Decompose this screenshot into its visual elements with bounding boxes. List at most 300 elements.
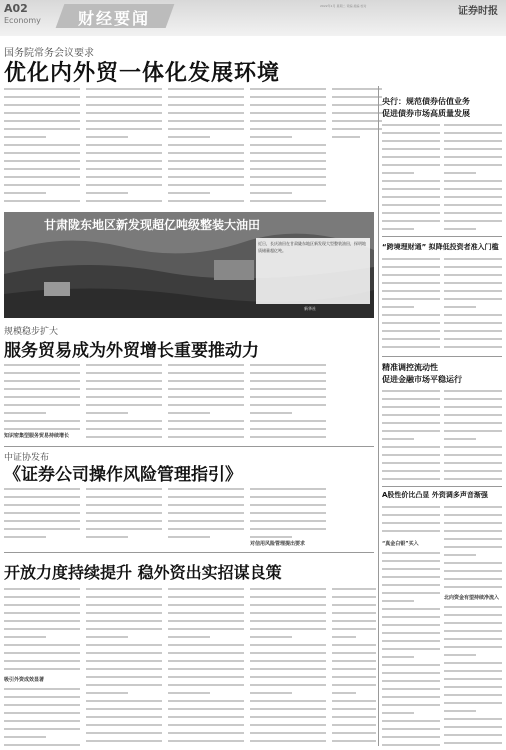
text-line — [332, 716, 376, 722]
text-line — [382, 220, 440, 226]
text-line — [444, 470, 502, 476]
text-line — [4, 728, 80, 734]
text-line — [382, 330, 440, 336]
text-line — [382, 736, 440, 742]
text-line — [250, 732, 326, 738]
text-line — [4, 160, 80, 166]
text-line — [86, 496, 162, 502]
text-line — [4, 720, 80, 726]
text-line — [382, 506, 440, 512]
text-line — [382, 346, 440, 352]
right2-body-col-2 — [444, 256, 502, 352]
text-line — [250, 588, 326, 594]
text-line — [4, 372, 80, 378]
text-line — [4, 644, 80, 650]
text-line — [86, 380, 162, 386]
text-line — [444, 124, 502, 130]
text-line — [444, 702, 502, 708]
text-line — [382, 632, 440, 638]
text-line — [250, 512, 326, 518]
text-line — [332, 604, 376, 610]
right4-subhead-2: 北向资金有望持续净流入 — [444, 595, 500, 601]
text-line — [382, 656, 414, 662]
text-line — [250, 488, 326, 494]
text-line — [382, 530, 440, 536]
text-line — [4, 88, 80, 94]
text-line — [86, 668, 162, 674]
text-line — [382, 422, 440, 428]
text-line — [250, 144, 326, 150]
photo-credit: 新华社 — [304, 306, 316, 311]
text-line — [382, 196, 440, 202]
text-line — [382, 720, 440, 726]
text-line — [444, 662, 502, 668]
text-line — [382, 680, 440, 686]
lead-body-col-5 — [332, 86, 382, 144]
text-line — [168, 168, 244, 174]
right4-subhead-1: “真金白银”买入 — [382, 541, 419, 547]
text-line — [382, 266, 440, 272]
text-line — [168, 596, 244, 602]
text-line — [4, 712, 80, 718]
text-line — [168, 724, 244, 730]
text-line — [4, 120, 80, 126]
text-line — [382, 204, 440, 210]
text-line — [250, 504, 326, 510]
text-line — [168, 436, 244, 440]
text-line — [4, 520, 80, 526]
text-line — [444, 694, 502, 700]
text-line — [444, 274, 502, 280]
text-line — [382, 624, 440, 630]
text-line — [86, 596, 162, 602]
text-line — [86, 536, 128, 540]
text-line — [168, 512, 244, 518]
text-line — [250, 740, 326, 746]
text-line — [382, 390, 440, 396]
text-line — [250, 428, 326, 434]
text-line — [444, 562, 502, 568]
text-line — [4, 596, 80, 602]
text-line — [444, 298, 502, 304]
text-line — [444, 710, 476, 716]
lead-body-col-3 — [168, 86, 244, 208]
second-body-col-4 — [250, 362, 326, 440]
right1-kicker: 央行：规范债券估值业务 — [382, 97, 470, 106]
text-line — [250, 396, 326, 402]
text-line — [168, 504, 244, 510]
text-line — [444, 606, 502, 612]
text-line — [444, 438, 476, 444]
text-line — [168, 660, 244, 666]
right1-body-col-1 — [382, 122, 440, 234]
text-line — [4, 176, 80, 182]
lead-body-col-2 — [86, 86, 162, 208]
text-line — [4, 536, 46, 540]
text-line — [4, 380, 80, 386]
fourth-body-col-1 — [4, 586, 80, 672]
text-line — [382, 314, 440, 320]
text-line — [4, 364, 80, 370]
second-headline: 服务贸易成为外贸增长重要推动力 — [4, 341, 259, 361]
text-line — [444, 148, 502, 154]
divider — [382, 356, 502, 357]
third-body-col-3 — [168, 486, 244, 540]
text-line — [250, 596, 326, 602]
text-line — [332, 128, 382, 134]
text-line — [332, 104, 382, 110]
text-line — [86, 724, 162, 730]
text-line — [4, 528, 80, 534]
column-divider — [378, 86, 379, 746]
text-line — [332, 96, 382, 102]
text-line — [332, 596, 376, 602]
text-line — [168, 708, 244, 714]
text-line — [86, 192, 128, 198]
right2-body-col-1 — [382, 256, 440, 352]
text-line — [382, 672, 440, 678]
text-line — [168, 112, 244, 118]
text-line — [168, 144, 244, 150]
text-line — [382, 322, 440, 328]
right1-headline: 促进债券市场高质量发展 — [382, 109, 470, 118]
text-line — [444, 398, 502, 404]
divider — [382, 236, 502, 237]
text-line — [86, 588, 162, 594]
text-line — [168, 676, 244, 682]
text-line — [168, 380, 244, 386]
text-line — [332, 620, 376, 626]
text-line — [4, 168, 80, 174]
text-line — [250, 388, 326, 394]
text-line — [332, 708, 376, 714]
text-line — [250, 604, 326, 610]
text-line — [86, 128, 162, 134]
text-line — [444, 414, 502, 420]
right4-body-col-2 — [444, 504, 502, 590]
text-line — [382, 704, 440, 710]
text-line — [4, 104, 80, 110]
text-line — [444, 212, 502, 218]
text-line — [382, 298, 440, 304]
second-body-col-1 — [4, 362, 80, 430]
text-line — [382, 640, 440, 646]
text-line — [86, 700, 162, 706]
text-line — [444, 454, 502, 460]
text-line — [444, 578, 502, 584]
text-line — [250, 660, 326, 666]
text-line — [444, 282, 502, 288]
text-line — [168, 536, 210, 540]
text-line — [86, 636, 128, 642]
text-line — [382, 212, 440, 218]
text-line — [382, 470, 440, 476]
text-line — [86, 436, 162, 440]
text-line — [382, 560, 440, 566]
text-line — [250, 120, 326, 126]
text-line — [168, 520, 244, 526]
text-line — [444, 570, 502, 576]
text-line — [382, 454, 440, 460]
photo-caption-text: 近日，长庆油田在甘肃陇东地区新发现大型整装油田，探明地质储量超亿吨。 — [256, 238, 370, 304]
text-line — [86, 644, 162, 650]
text-line — [4, 744, 80, 746]
text-line — [444, 330, 502, 336]
text-line — [86, 732, 162, 738]
text-line — [444, 446, 502, 452]
text-line — [250, 652, 326, 658]
text-line — [86, 684, 162, 690]
text-line — [4, 404, 80, 410]
text-line — [382, 728, 440, 734]
text-line — [250, 364, 326, 370]
text-line — [382, 430, 440, 436]
text-line — [4, 512, 80, 518]
news-photo — [4, 212, 374, 318]
section-code: A02 — [4, 2, 28, 15]
text-line — [444, 646, 502, 652]
text-line — [444, 228, 476, 234]
text-line — [444, 614, 502, 620]
text-line — [86, 420, 162, 426]
text-line — [444, 196, 502, 202]
fourth-body-col-1b — [4, 686, 80, 746]
text-line — [86, 428, 162, 434]
text-line — [4, 200, 80, 206]
right2-headline: “跨境理财通” 拟降低投资者准入门槛 — [382, 243, 499, 251]
text-line — [4, 152, 80, 158]
text-line — [444, 322, 502, 328]
text-line — [4, 704, 80, 710]
text-line — [86, 168, 162, 174]
text-line — [4, 504, 80, 510]
text-line — [168, 388, 244, 394]
text-line — [4, 488, 80, 494]
photo-caption-title: 甘肃陇东地区新发现超亿吨级整装大油田 — [44, 218, 261, 232]
text-line — [4, 620, 80, 626]
text-line — [250, 620, 326, 626]
text-line — [332, 112, 382, 118]
text-line — [168, 412, 210, 418]
text-line — [382, 338, 440, 344]
text-line — [250, 700, 326, 706]
text-line — [4, 736, 46, 742]
text-line — [382, 608, 440, 614]
text-line — [444, 164, 502, 170]
right4-headline: A股性价比凸显 外资调多声音渐强 — [382, 491, 488, 499]
third-headline: 《证券公司操作风险管理指引》 — [4, 465, 242, 485]
right3-headline: 精准调控流动性 — [382, 363, 438, 372]
text-line — [86, 364, 162, 370]
text-line — [168, 128, 244, 134]
text-line — [444, 630, 502, 636]
text-line — [382, 164, 440, 170]
text-line — [382, 712, 414, 718]
lead-headline: 优化内外贸一体化发展环境 — [4, 61, 281, 86]
text-line — [4, 388, 80, 394]
text-line — [86, 144, 162, 150]
text-line — [382, 696, 440, 702]
text-line — [86, 716, 162, 722]
text-line — [250, 684, 326, 690]
text-line — [168, 692, 210, 698]
text-line — [444, 462, 502, 468]
text-line — [4, 588, 80, 594]
text-line — [250, 412, 292, 418]
text-line — [382, 306, 414, 312]
text-line — [86, 120, 162, 126]
text-line — [250, 160, 326, 166]
text-line — [444, 430, 502, 436]
text-line — [444, 346, 502, 352]
text-line — [444, 718, 502, 724]
text-line — [168, 396, 244, 402]
text-line — [444, 306, 476, 312]
text-line — [250, 644, 326, 650]
text-line — [250, 636, 292, 642]
text-line — [382, 188, 440, 194]
text-line — [4, 136, 46, 142]
third-body-col-4 — [250, 486, 326, 540]
text-line — [332, 588, 376, 594]
text-line — [250, 112, 326, 118]
text-line — [444, 478, 502, 480]
text-line — [444, 220, 502, 226]
text-line — [382, 228, 414, 234]
text-line — [168, 644, 244, 650]
text-line — [168, 740, 244, 746]
text-line — [444, 622, 502, 628]
text-line — [250, 612, 326, 618]
text-line — [86, 604, 162, 610]
second-subhead: 知识密集型服务贸易持续增长 — [4, 433, 70, 439]
text-line — [168, 732, 244, 738]
text-line — [382, 584, 440, 590]
text-line — [4, 428, 80, 430]
text-line — [382, 290, 440, 296]
text-line — [86, 388, 162, 394]
fourth-body-col-4 — [250, 586, 326, 746]
text-line — [382, 600, 414, 606]
text-line — [332, 120, 382, 126]
text-line — [86, 176, 162, 182]
text-line — [86, 520, 162, 526]
text-line — [86, 692, 128, 698]
text-line — [86, 612, 162, 618]
text-line — [444, 290, 502, 296]
text-line — [168, 528, 244, 534]
text-line — [382, 156, 440, 162]
text-line — [86, 404, 162, 410]
text-line — [382, 664, 440, 670]
text-line — [332, 660, 376, 666]
text-line — [4, 96, 80, 102]
text-line — [444, 734, 502, 740]
text-line — [250, 528, 326, 534]
text-line — [250, 520, 326, 526]
text-line — [250, 152, 326, 158]
text-line — [332, 732, 376, 738]
text-line — [444, 742, 502, 746]
text-line — [168, 636, 210, 642]
divider — [382, 486, 502, 487]
text-line — [4, 192, 46, 198]
text-line — [168, 628, 244, 634]
text-line — [382, 148, 440, 154]
section-name: Economy — [4, 16, 41, 25]
text-line — [382, 648, 440, 654]
text-line — [382, 180, 440, 186]
text-line — [250, 192, 292, 198]
text-line — [444, 514, 502, 520]
text-line — [444, 586, 502, 590]
right4-body-col-2b — [444, 604, 502, 746]
section-title: 财经要闻 — [78, 9, 151, 28]
text-line — [250, 104, 326, 110]
text-line — [86, 504, 162, 510]
text-line — [4, 604, 80, 610]
text-line — [444, 156, 502, 162]
text-line — [86, 136, 128, 142]
text-line — [250, 716, 326, 722]
text-line — [168, 96, 244, 102]
text-line — [250, 668, 326, 674]
text-line — [250, 176, 326, 182]
text-line — [332, 612, 376, 618]
text-line — [250, 380, 326, 386]
right4-body-col-1b — [382, 550, 440, 746]
text-line — [444, 678, 502, 684]
text-line — [4, 396, 80, 402]
text-line — [168, 152, 244, 158]
text-line — [86, 412, 128, 418]
text-line — [382, 172, 414, 178]
text-line — [86, 184, 162, 190]
text-line — [168, 372, 244, 378]
text-line — [382, 592, 440, 598]
second-body-col-2 — [86, 362, 162, 440]
text-line — [444, 638, 502, 644]
text-line — [382, 398, 440, 404]
text-line — [86, 512, 162, 518]
right3-subhead: 促进金融市场平稳运行 — [382, 375, 462, 384]
text-line — [382, 744, 440, 746]
text-line — [168, 588, 244, 594]
text-line — [332, 136, 360, 142]
fourth-subhead: 吸引外资成效显著 — [4, 677, 45, 683]
text-line — [444, 258, 502, 264]
text-line — [168, 612, 244, 618]
text-line — [86, 628, 162, 634]
text-line — [444, 522, 502, 528]
third-subhead: 对信用风险管理提出要求 — [250, 541, 306, 547]
text-line — [382, 140, 440, 146]
text-line — [444, 172, 476, 178]
page-header — [0, 0, 506, 38]
text-line — [444, 670, 502, 676]
text-line — [444, 506, 502, 512]
text-line — [86, 708, 162, 714]
text-line — [4, 420, 80, 426]
fourth-body-col-5 — [332, 586, 376, 746]
text-line — [332, 724, 376, 730]
text-line — [332, 652, 376, 658]
text-line — [332, 676, 376, 682]
text-line — [168, 604, 244, 610]
text-line — [332, 684, 376, 690]
right3-body-col-2 — [444, 388, 502, 480]
text-line — [250, 128, 326, 134]
